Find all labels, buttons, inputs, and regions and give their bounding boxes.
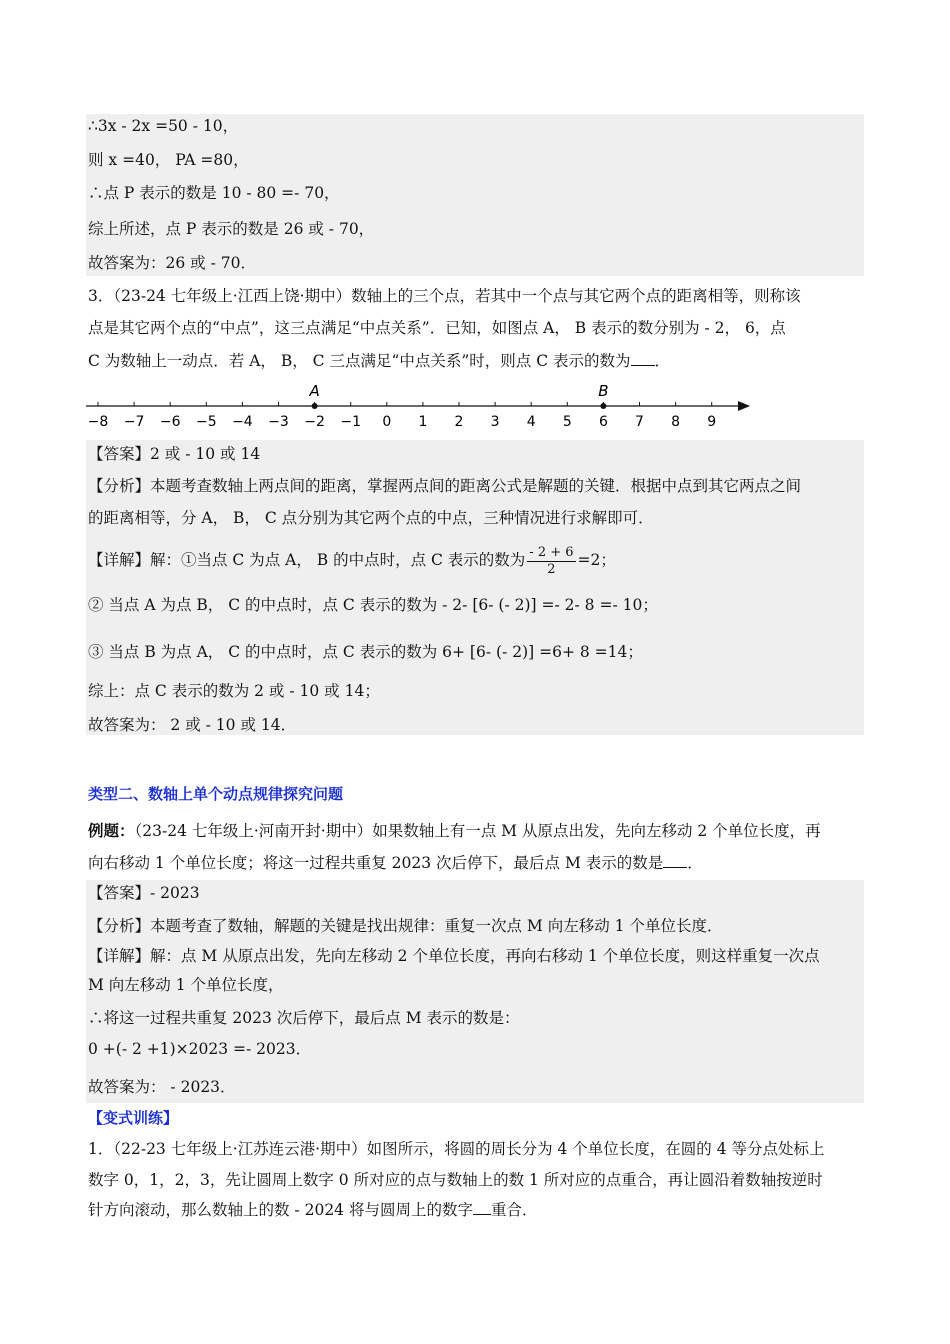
- variant-text: 数字 0，1，2，3，先让圆周上数字 0 所对应的点与数轴上的数 1 所对应的点重合，再让圆沿着数轴按逆时: [88, 1171, 823, 1189]
- number-line-tick-label: 3: [490, 414, 500, 430]
- solution-line: 则 x =40， PA =80，: [88, 151, 249, 169]
- point-b-dot: [600, 403, 606, 409]
- solution-line: ∴点 P 表示的数是 10 - 80 =- 70，: [88, 184, 340, 202]
- number-line-tick-label: 7: [635, 414, 644, 430]
- example-text: （23-24 七年级上·河南开封·期中）如果数轴上有一点 M 从原点出发，先向左移动 2 个单位长度，再: [134, 822, 821, 840]
- detail-text: 【详解】解：①当点 C 为点 A， B 的中点时，点 C 表示的数为: [88, 551, 526, 569]
- number-line-figure: [82, 382, 762, 434]
- summary-line: 综上：点 C 表示的数为 2 或 - 10 或 14；: [88, 682, 380, 700]
- variant-heading: 【变式训练】: [88, 1109, 179, 1127]
- number-line-tick-label: 4: [526, 414, 536, 430]
- solution-line: 综上所述，点 P 表示的数是 26 或 - 70，: [88, 220, 375, 238]
- case-line: ③ 当点 B 为点 A， C 的中点时，点 C 表示的数为 6+ [6- (- 2)] =6+ 8 =14；: [88, 643, 643, 661]
- number-line-arrow: [738, 401, 750, 411]
- answer-line: 【答案】- 2023: [88, 884, 200, 902]
- case-line: ② 当点 A 为点 B， C 的中点时，点 C 表示的数为 - 2- [6- (- 2)] =- 2- 8 =- 10；: [88, 596, 658, 614]
- detail-line: 【详解】解：点 M 从原点出发，先向左移动 2 个单位长度，再向右移动 1 个单位长度，则这样重复一次点: [88, 947, 820, 965]
- solution-line: ∴3x - 2x =50 - 10，: [88, 117, 239, 135]
- section-heading: 类型二、数轴上单个动点规律探究问题: [88, 785, 344, 803]
- number-line-tick-label: 8: [671, 414, 681, 430]
- answer-blank: [663, 853, 687, 868]
- fraction: [527, 545, 575, 578]
- answer-blank: [473, 1200, 491, 1215]
- fraction-denominator: 2: [547, 561, 556, 577]
- final-answer-line: 故答案为： - 2023．: [88, 1078, 236, 1096]
- number-line-tick-label: 6: [598, 414, 608, 430]
- number-line-tick-label: −7: [123, 414, 145, 430]
- number-line-tick-label: 9: [707, 414, 717, 430]
- question-text: 3．（23-24 七年级上·江西上饶·期中）数轴上的三个点，若其中一个点与其它两个点的距离相等，则称该: [88, 287, 801, 305]
- number-line-tick-label: −4: [232, 414, 253, 430]
- point-a-label: A: [309, 382, 320, 400]
- answer-line: 【答案】2 或 - 10 或 14: [88, 445, 261, 463]
- detail-line: [88, 540, 616, 580]
- analysis-line: 【分析】本题考查数轴上两点间的距离，掌握两点间的距离公式是解题的关键．根据中点到其它两点之间: [88, 477, 802, 495]
- detail-line: M 向左移动 1 个单位长度，: [88, 976, 284, 994]
- analysis-line: 【分析】本题考查了数轴，解题的关键是找出规律：重复一次点 M 向左移动 1 个单位长度．: [88, 917, 723, 935]
- number-line-tick-label: 1: [418, 414, 428, 430]
- point-b-label: B: [598, 382, 609, 400]
- analysis-line: 的距离相等，分 A， B， C 点分别为其它两个点的中点，三种情况进行求解即可．: [88, 509, 654, 527]
- number-line-tick-label: −6: [159, 414, 181, 430]
- variant-text-segment: 针方向滚动，那么数轴上的数 - 2024 将与圆周上的数字: [88, 1201, 473, 1219]
- detail-text-end: =2；: [577, 551, 616, 569]
- number-line-tick-label: −5: [195, 414, 217, 430]
- number-line-tick-label: 5: [562, 414, 572, 430]
- example-label: 例题：: [88, 821, 135, 840]
- formula-line: 0 +(- 2 +1)×2023 =- 2023．: [88, 1040, 312, 1058]
- number-line-tick-label: −2: [304, 414, 325, 430]
- question-text: 点是其它两个点的“中点”，这三点满足“中点关系”．已知，如图点 A， B 表示的数分别为 - 2， 6，点: [88, 319, 786, 337]
- number-line-tick-label: 2: [454, 414, 464, 430]
- fraction-numerator: - 2 + 6: [529, 544, 574, 560]
- example-text-end: ．: [687, 854, 703, 872]
- answer-blank: [631, 351, 655, 366]
- variant-text-end: 重合．: [490, 1201, 538, 1219]
- solution-line: 故答案为：26 或 - 70．: [88, 254, 256, 272]
- final-answer-line: 故答案为： 2 或 - 10 或 14．: [88, 716, 297, 734]
- example-text: 向右移动 1 个单位长度；将这一过程共重复 2023 次后停下，最后点 M 表示的数是: [88, 854, 664, 872]
- point-a-dot: [312, 403, 318, 409]
- example-line: [88, 819, 821, 843]
- question-text-segment: C 为数轴上一动点．若 A， B， C 三点满足“中点关系”时，则点 C 表示的数为: [88, 352, 631, 370]
- question-text-end: ．: [654, 352, 671, 370]
- number-line-tick-label: −8: [87, 414, 109, 430]
- variant-text: [88, 1198, 537, 1222]
- detail-line: ∴将这一过程共重复 2023 次后停下，最后点 M 表示的数是：: [88, 1009, 520, 1027]
- variant-text: 1．（22-23 七年级上·江苏连云港·期中）如图所示，将圆的周长分为 4 个单位长度，在圆的 4 等分点处标上: [88, 1140, 825, 1158]
- number-line-tick-label: −1: [340, 414, 362, 430]
- number-line-tick-label: 0: [382, 414, 392, 430]
- question-text: [88, 349, 670, 373]
- number-line-tick-label: −3: [268, 414, 289, 430]
- example-line: [88, 851, 703, 875]
